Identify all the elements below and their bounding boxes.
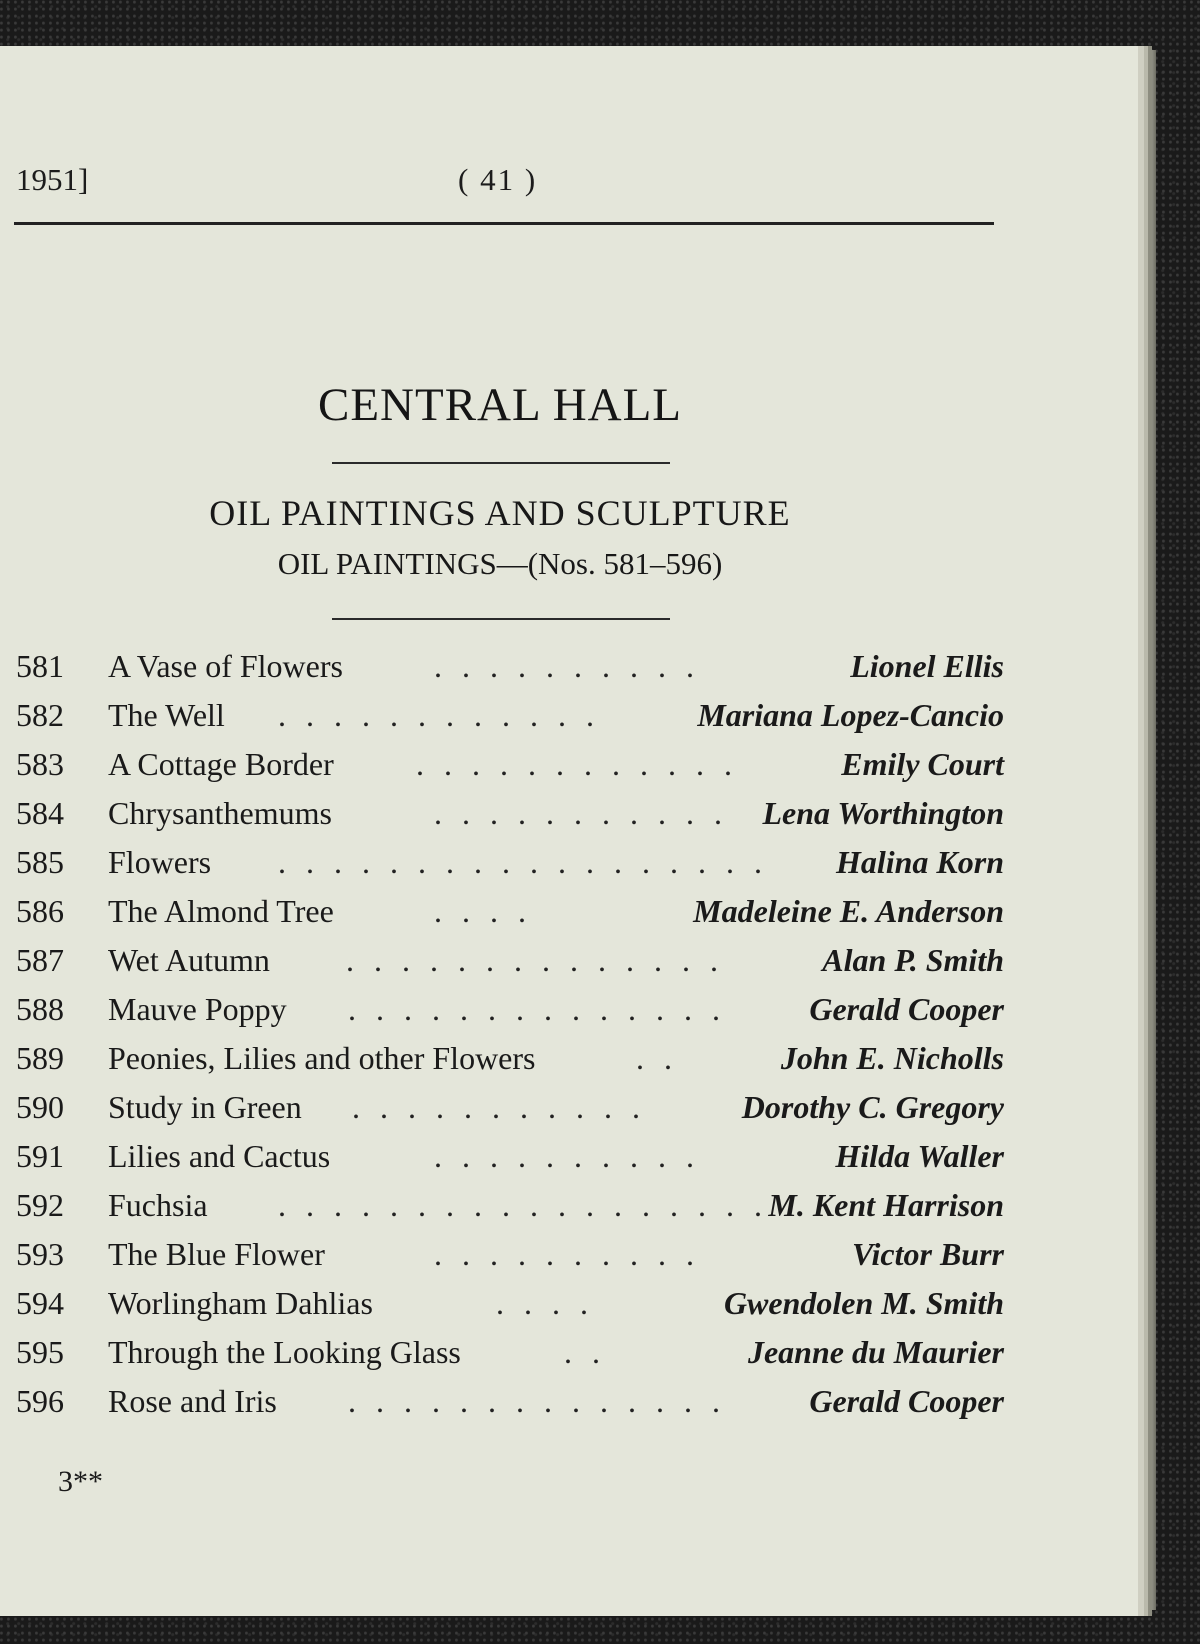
entry-artist: Gerald Cooper	[809, 1383, 1004, 1419]
entry-number: 591	[16, 1138, 64, 1174]
entry-number: 596	[16, 1383, 64, 1419]
entry-row	[16, 991, 1004, 1040]
page-title: CENTRAL HALL	[317, 379, 683, 431]
entry-row	[16, 1334, 1004, 1383]
entry-leader: . . . . . . . . . . . . . .	[348, 991, 726, 1027]
entry-leader: . .	[636, 1040, 678, 1076]
entry-title: Fuchsia	[108, 1187, 208, 1223]
header-rule	[14, 222, 994, 225]
entry-artist: Emily Court	[841, 746, 1004, 782]
entry-title: The Well	[108, 697, 225, 733]
entry-artist: M. Kent Harrison	[768, 1187, 1004, 1223]
entry-number: 595	[16, 1334, 64, 1370]
entry-number: 590	[16, 1089, 64, 1125]
entry-artist: Jeanne du Maurier	[747, 1334, 1004, 1370]
entry-artist: Lena Worthington	[762, 795, 1004, 831]
entry-row	[16, 697, 1004, 746]
title-rule	[332, 462, 670, 464]
entry-title: Through the Looking Glass	[108, 1334, 461, 1370]
entry-leader: . . . . . . . . . . . . . .	[348, 1383, 726, 1419]
entry-row	[16, 893, 1004, 942]
entry-number: 586	[16, 893, 64, 929]
entry-row	[16, 795, 1004, 844]
entry-title: Study in Green	[108, 1089, 302, 1125]
entry-artist: Halina Korn	[835, 844, 1004, 880]
entry-title: The Blue Flower	[108, 1236, 325, 1272]
section-rule	[332, 618, 670, 620]
entry-row	[16, 1187, 1004, 1236]
section-subtitle: OIL PAINTINGS AND SCULPTURE	[209, 493, 791, 533]
entry-number: 583	[16, 746, 64, 782]
entry-leader: . . . . . . . . . . . . . . . . . .	[278, 1187, 768, 1223]
entry-title: Worlingham Dahlias	[108, 1285, 373, 1321]
entry-title: Wet Autumn	[108, 942, 270, 978]
entry-leader: . . . . . . . . . .	[434, 648, 700, 684]
entry-artist: Victor Burr	[851, 1236, 1004, 1272]
entry-title: A Cottage Border	[108, 746, 334, 782]
entry-number: 589	[16, 1040, 64, 1076]
entry-row	[16, 746, 1004, 795]
header-year: 1951]	[16, 162, 89, 197]
entry-number: 582	[16, 697, 64, 733]
entry-leader: . . . . . . . . . .	[434, 1236, 700, 1272]
entry-artist: Alan P. Smith	[822, 942, 1004, 978]
entry-row	[16, 1138, 1004, 1187]
entry-title: Peonies, Lilies and other Flowers	[108, 1040, 536, 1076]
entry-number: 584	[16, 795, 64, 831]
entry-artist: Gwendolen M. Smith	[723, 1285, 1004, 1321]
entry-title: Flowers	[108, 844, 212, 880]
entry-title: Mauve Poppy	[108, 991, 287, 1027]
entry-leader: . . . .	[496, 1285, 594, 1321]
entry-list	[16, 648, 1004, 1432]
signature-mark: 3**	[58, 1465, 103, 1498]
entry-row	[16, 1236, 1004, 1285]
entry-artist: Lionel Ellis	[850, 648, 1004, 684]
entry-artist: Hilda Waller	[835, 1138, 1004, 1174]
entry-leader: . .	[564, 1334, 606, 1370]
entry-leader: . . . . . . . . . . . . . . . . . .	[278, 844, 768, 880]
entry-number: 585	[16, 844, 64, 880]
entry-artist: Mariana Lopez-Cancio	[697, 697, 1004, 733]
entry-number: 592	[16, 1187, 64, 1223]
running-header	[16, 162, 996, 202]
entry-row	[16, 1040, 1004, 1089]
entry-row	[16, 1383, 1004, 1432]
entry-leader: . . . . . . . . . . . .	[416, 746, 738, 782]
entry-leader: . . . .	[434, 893, 532, 929]
entry-row	[16, 648, 1004, 697]
entry-row	[16, 942, 1004, 991]
entry-title: A Vase of Flowers	[108, 648, 343, 684]
entry-title: Chrysanthemums	[108, 795, 332, 831]
entry-artist: John E. Nicholls	[780, 1040, 1004, 1076]
entry-number: 581	[16, 648, 64, 684]
entry-leader: . . . . . . . . . . .	[352, 1089, 646, 1125]
entry-leader: . . . . . . . . . . .	[434, 795, 728, 831]
entry-number: 594	[16, 1285, 64, 1321]
entry-leader: . . . . . . . . . . . . . .	[346, 942, 724, 978]
entry-leader: . . . . . . . . . . . .	[278, 697, 600, 733]
entry-number: 593	[16, 1236, 64, 1272]
entry-artist: Dorothy C. Gregory	[741, 1089, 1004, 1125]
entry-artist: Madeleine E. Anderson	[693, 893, 1004, 929]
entry-artist: Gerald Cooper	[809, 991, 1004, 1027]
entry-title: The Almond Tree	[108, 893, 334, 929]
entry-leader: . . . . . . . . . .	[434, 1138, 700, 1174]
entry-number: 587	[16, 942, 64, 978]
entry-title: Lilies and Cactus	[108, 1138, 331, 1174]
section-heading: OIL PAINTINGS—(Nos. 581–596)	[277, 546, 723, 581]
page-number: ( 41 )	[458, 162, 538, 197]
entry-number: 588	[16, 991, 64, 1027]
page-edge	[1138, 50, 1156, 1610]
entry-title: Rose and Iris	[108, 1383, 277, 1419]
entry-row	[16, 1285, 1004, 1334]
entry-row	[16, 1089, 1004, 1138]
entry-row	[16, 844, 1004, 893]
